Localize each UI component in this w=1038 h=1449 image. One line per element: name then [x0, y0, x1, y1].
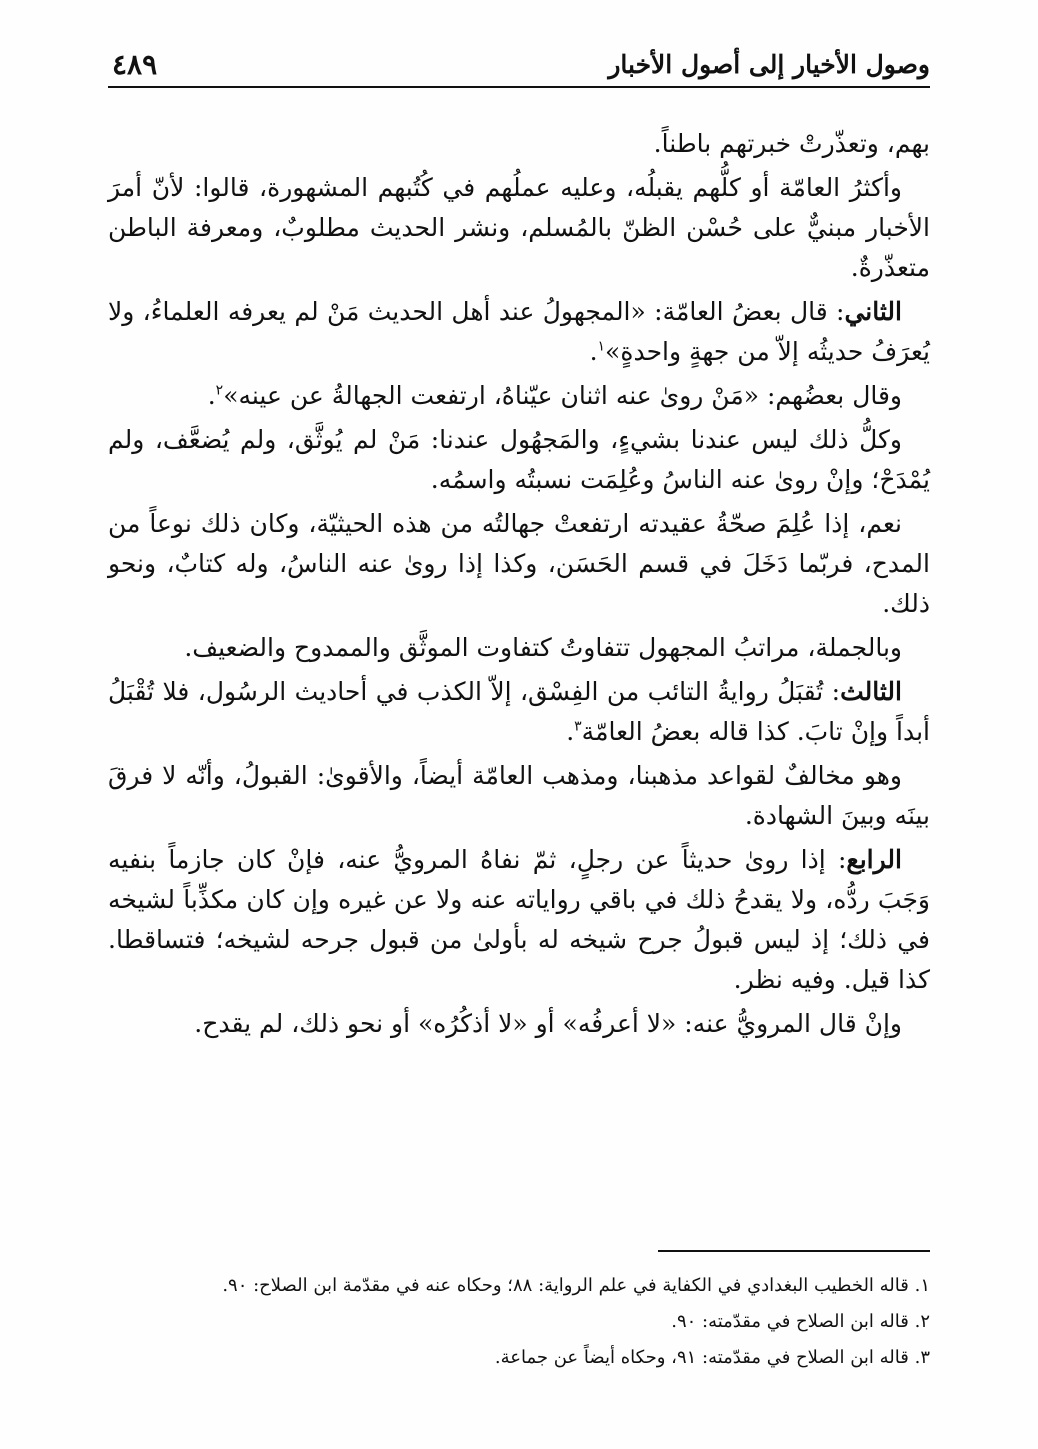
footnote-ref[interactable]: ٣ [574, 718, 582, 735]
paragraph-third: الثالث: تُقبَلُ روايةُ التائب من الفِسْق، إلاّ الكذب في أحاديث الرسُول، فلا تُقْبَلُ أبداً وإنْ تابَ. كذا قاله بعضُ العامّة$^٣$. [108, 677, 930, 746]
footnote-ref[interactable]: ٢ [215, 382, 224, 399]
paragraph [108, 504, 930, 624]
paragraph [108, 168, 930, 288]
footnote-3: ٣. قاله ابن الصلاح في مقدّمته: ٩١، وحكاه أيضاً عن جماعة. [494, 1347, 930, 1368]
paragraph-second: الثاني: قال بعضُ العامّة: «المجهولُ عند أهل الحديث مَنْ لم يعرفه العلماءُ، ولا يُعرَفُ حديثُه إلاّ من جهةٍ واحدةٍ»$^١$. [108, 297, 930, 366]
section-lead: الثاني [844, 297, 902, 326]
footnotes [108, 1268, 930, 1376]
paragraph-text: وهو مخالفٌ لقواعد مذهبنا، ومذهب العامّة أيضاً، والأقوىٰ: القبولُ، وأنّه لا فرقَ بينَه وبينَ الشهادة. [108, 761, 930, 830]
paragraph-text: : قال بعضُ العامّة: «المجهولُ عند أهل الحديث مَنْ لم يعرفه العلماءُ، ولا يُعرَفُ حديثُه إلاّ من جهةٍ واحدةٍ» [108, 297, 930, 366]
section-lead: الرابع [846, 845, 902, 874]
paragraph-text: وبالجملة، مراتبُ المجهول تتفاوتُ كتفاوت الموثَّق والممدوح والضعيف. [184, 633, 902, 662]
paragraph-text: : إذا روىٰ حديثاً عن رجلٍ، ثمّ نفاهُ المرويُّ عنه، فإنْ كان جازماً بنفيه وَجَبَ ردُّه، ولا يقدحُ ذلك في باقي رواياته عنه ولا عن غيره وإن كان مكذِّباً لشيخه في ذلك؛ إذ ليس قبولُ جرح شيخه له بأولىٰ من قبول جرحه لشيخه؛ فتساقطا. كذا قيل. وفيه نظر. [108, 845, 930, 994]
page-number: ٤٨٩ [112, 48, 158, 81]
paragraph [108, 420, 930, 500]
paragraph-text: وقال بعضُهم: «مَنْ روىٰ عنه اثنان عيّناهُ، ارتفعت الجهالةُ عن عينه» [223, 381, 902, 410]
paragraph [108, 1004, 930, 1044]
paragraph [108, 756, 930, 836]
paragraph [108, 124, 930, 164]
footnote-2: ٢. قاله ابن الصلاح في مقدّمته: ٩٠. [671, 1311, 930, 1332]
paragraph-text: بهم، وتعذّرتْ خبرتهم باطناً. [653, 129, 930, 158]
footnote-divider [658, 1250, 930, 1252]
running-title: وصول الأخيار إلى أصول الأخبار [608, 50, 930, 79]
page-header [108, 46, 930, 88]
paragraph: وقال بعضُهم: «مَنْ روىٰ عنه اثنان عيّناهُ، ارتفعت الجهالةُ عن عينه»$^٢$. [207, 381, 902, 410]
paragraph-text: نعم، إذا عُلِمَ صحّةُ عقيدته ارتفعتْ جهالتُه من هذه الحيثيّة، وكان ذلك نوعاً من المدح، فربّما دَخَلَ في قسم الحَسَن، وكذا إذا روىٰ عنه الناسُ، وله كتابٌ، ونحو ذلك. [108, 509, 930, 618]
main-text [108, 124, 930, 1048]
paragraph [108, 628, 930, 668]
paragraph-text: وأكثرُ العامّة أو كلُّهم يقبلُه، وعليه عملُهم في كُتُبهم المشهورة، قالوا: لأنّ أمرَ الأخبار مبنيٌّ على حُسْن الظنّ بالمُسلم، ونشر الحديث مطلوبٌ، ومعرفة الباطن متعذّرةٌ. [108, 173, 930, 282]
section-lead: الثالث [840, 677, 902, 706]
paragraph-text: وإنْ قال المرويُّ عنه: «لا أعرفُه» أو «لا أذكُرُه» أو نحو ذلك، لم يقدح. [194, 1009, 902, 1038]
footnote-1: ١. قاله الخطيب البغدادي في الكفاية في علم الرواية: ٨٨؛ وحكاه عنه في مقدّمة ابن الصلاح: ٩٠. [222, 1275, 930, 1296]
paragraph-fourth [108, 840, 930, 1000]
paragraph-text: : تُقبَلُ روايةُ التائب من الفِسْق، إلاّ الكذب في أحاديث الرسُول، فلا تُقْبَلُ أبداً وإنْ تابَ. كذا قاله بعضُ العامّة [108, 677, 930, 746]
paragraph-text: وكلُّ ذلك ليس عندنا بشيءٍ، والمَجهُول عندنا: مَنْ لم يُوثَّق، ولم يُضعَّف، ولم يُمْدَحْ؛ وإنْ روىٰ عنه الناسُ وعُلِمَت نسبتُه واسمُه. [108, 425, 930, 494]
footnote-ref[interactable]: ١ [597, 338, 606, 355]
